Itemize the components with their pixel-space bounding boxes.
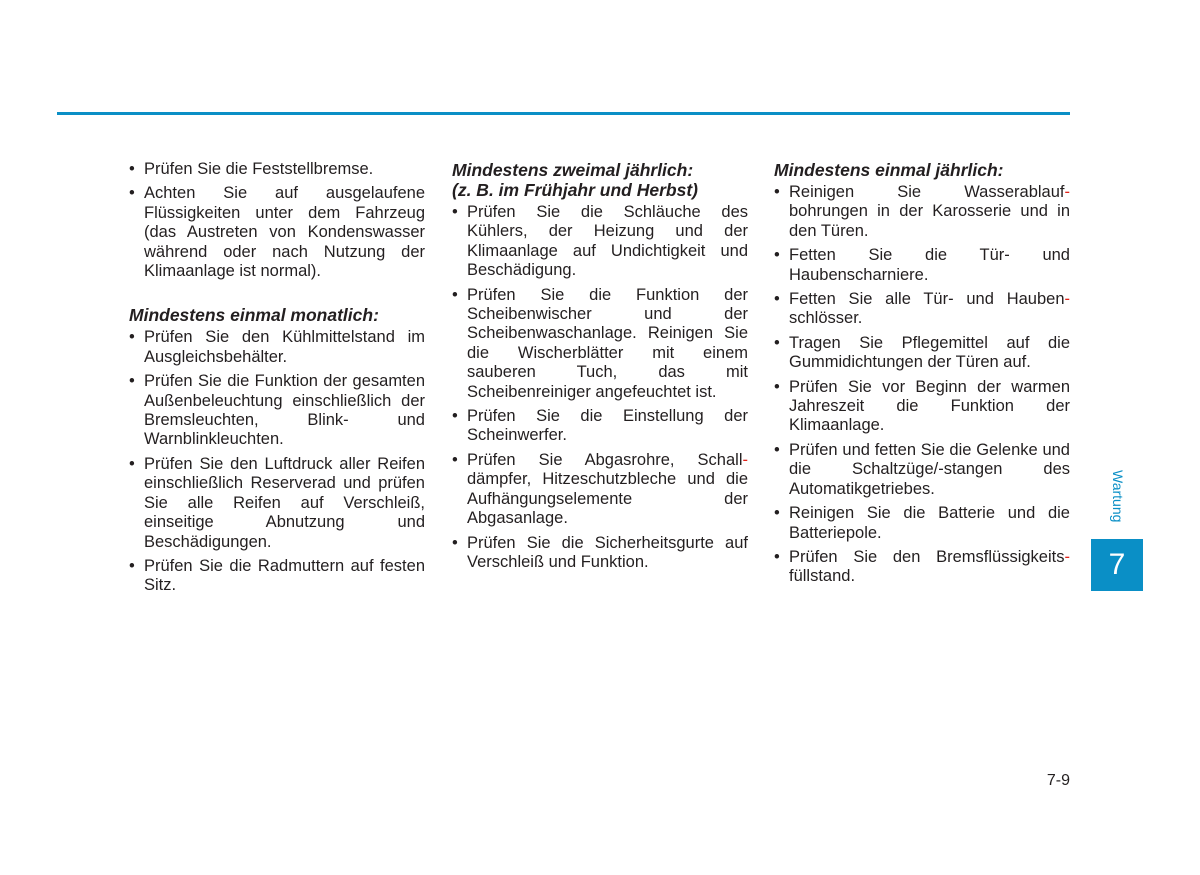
column-3 [774,160,1070,592]
list-item [774,441,1070,499]
chapter-tab: 7 [1091,539,1143,591]
list-item [452,286,748,402]
list-item [452,407,748,446]
list-item [452,451,748,529]
list-item [774,246,1070,285]
list-item [129,372,425,450]
item-text: Fetten Sie alle Tür- und Hauben [789,290,1065,309]
item-text: Prüfen Sie Abgasrohre, Schall [467,450,743,469]
bullet-list-col2 [452,203,748,572]
heading-twice-yearly: Mindestens zweimal jährlich: [452,160,694,180]
item-text: Prüfen Sie den Luftdruck aller Reifen einschließlich Reserverad und prüfen Sie alle Reifen auf Verschleiß, einseitige Abnutzung und Beschädigungen. [144,454,425,551]
column-2 [452,160,748,577]
hyphen-mark: - [1064,290,1070,309]
bullet-list-col1-a [129,160,425,281]
list-item [129,184,425,281]
column-1 [129,160,425,601]
heading-yearly: Mindestens einmal jährlich: [774,160,1004,180]
item-text: Tragen Sie Pflegemittel auf die Gummidichtungen der Türen auf. [789,333,1070,372]
list-item [774,290,1070,329]
item-text: Achten Sie auf ausgelaufene Flüssigkeiten unter dem Fahrzeug (das Austreten von Kondenswasser während oder nach Nutzung der Klimaanlage ist normal). [144,184,425,281]
list-item [774,183,1070,241]
item-text: füllstand. [789,567,856,586]
item-text: Fetten Sie die Tür- und Haubenscharniere. [789,246,1070,284]
heading-twice-yearly-note: (z. B. im Frühjahr und Herbst) [452,180,698,200]
list-item [129,160,425,179]
item-text: Prüfen Sie vor Beginn der warmen Jahreszeit die Funktion der Klimaanlage. [789,377,1070,435]
item-text: schlösser. [789,309,863,328]
list-item [774,548,1070,587]
list-item [774,378,1070,436]
item-text: Prüfen und fetten Sie die Gelenke und die Schaltzüge/-stangen des Automatikgetriebes. [789,440,1070,498]
top-rule [57,112,1070,115]
item-text: Prüfen Sie die Funktion der gesamten Außenbeleuchtung einschließlich der Bremsleuchten, Blink- und Warnblinkleuchten. [144,372,425,449]
list-item [774,334,1070,373]
list-item [129,455,425,552]
page-number: 7-9 [1046,772,1070,789]
item-text: Prüfen Sie die Radmuttern auf festen Sitz. [144,556,425,595]
item-text: dämpfer, Hitzeschutzbleche und die Aufhängungselemente der Abgasanlage. [467,470,748,528]
list-item [129,557,425,596]
item-text: Prüfen Sie die Sicherheitsgurte auf Verschleiß und Funktion. [467,533,748,571]
list-item [452,534,748,573]
item-text: Prüfen Sie die Feststellbremse. [144,160,374,178]
list-item [774,504,1070,543]
chapter-label: Wartung [1110,470,1126,523]
item-text: Prüfen Sie den Kühlmittelstand im Ausgleichsbehälter. [144,328,425,366]
bullet-list-col1-b [129,328,425,595]
item-text: Prüfen Sie die Schläuche des Kühlers, der Heizung und der Klimaanlage auf Undichtigkeit und Beschädigung. [467,203,748,280]
hyphen-mark: - [742,450,748,469]
item-text: Prüfen Sie die Einstellung der Scheinwerfer. [467,407,748,445]
bullet-list-col3 [774,183,1070,587]
item-text: Prüfen Sie die Funktion der Scheibenwischer und der Scheibenwaschanlage. Reinigen Sie die Wischerblätter mit einem sauberen Tuch, das mit Scheibenreiniger angefeuchtet ist. [467,285,748,401]
heading-monthly: Mindestens einmal monatlich: [129,305,379,326]
list-item [452,203,748,281]
hyphen-mark: - [1064,183,1070,201]
item-text: Prüfen Sie den Bremsflüssigkeits [789,547,1065,566]
item-text: Reinigen Sie Wasserablauf [789,183,1065,201]
hyphen-mark: - [1064,547,1070,566]
item-text: Reinigen Sie die Batterie und die Batteriepole. [789,504,1070,542]
item-text: bohrungen in der Karosserie und in den Türen. [789,202,1070,240]
list-item [129,328,425,367]
